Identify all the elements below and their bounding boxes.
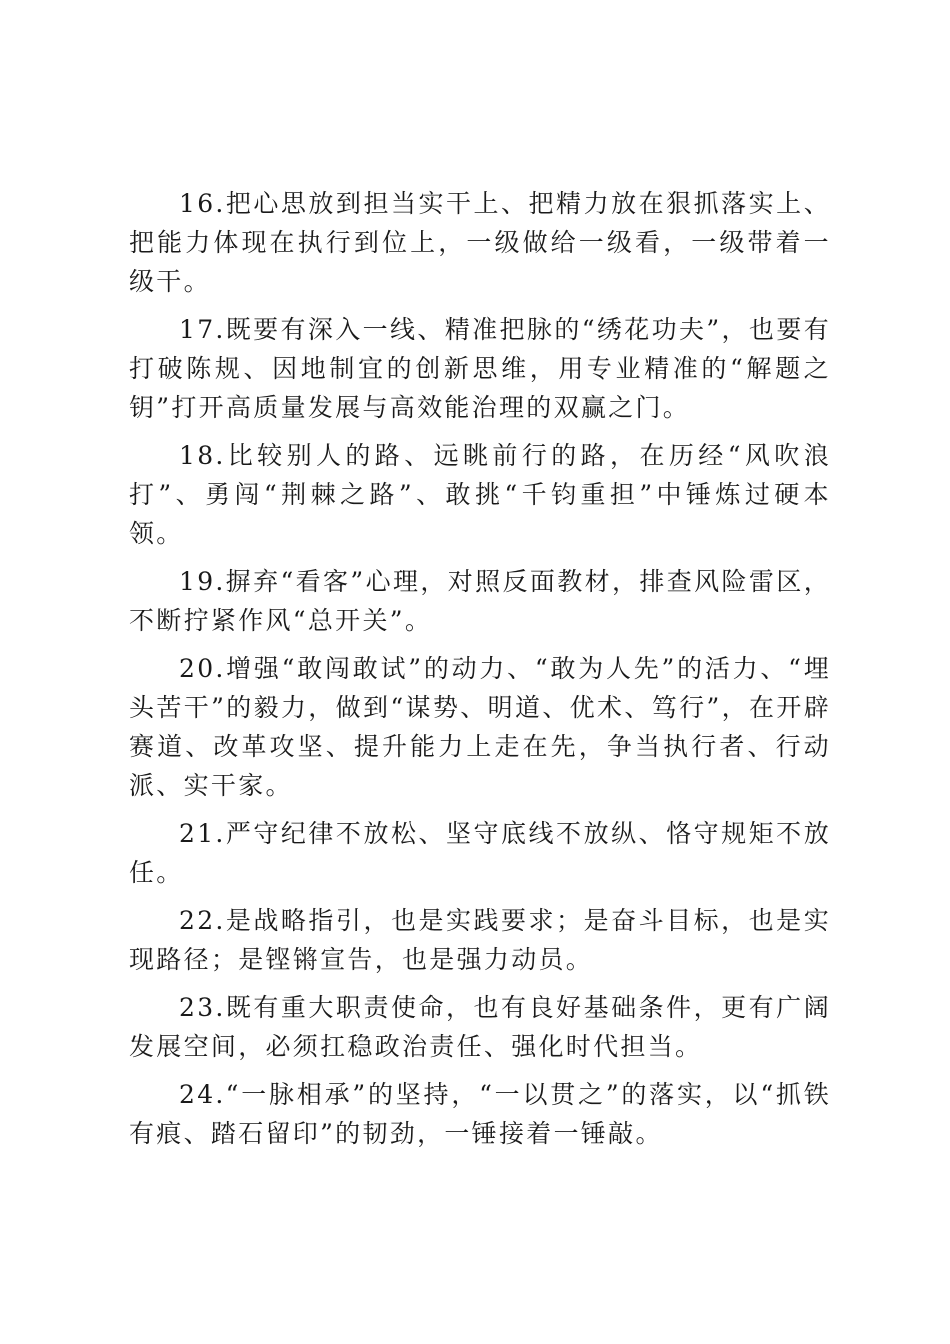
paragraph-24: 24.“一脉相承”的坚持，“一以贯之”的落实，以“抓铁有痕、踏石留印”的韧劲，一锤接着一锤敲。	[129, 1080, 831, 1148]
paragraph-18: 18.比较别人的路、远眺前行的路，在历经“风吹浪打”、勇闯“荆棘之路”、敢挑“千钧重担”中锤炼过硬本领。	[129, 441, 831, 548]
paragraph-22: 22.是战略指引，也是实践要求；是奋斗目标，也是实现路径；是铿锵宣告，也是强力动员。	[129, 906, 831, 974]
paragraph-20: 20.增强“敢闯敢试”的动力、“敢为人先”的活力、“埋头苦干”的毅力，做到“谋势、明道、优术、笃行”，在开辟赛道、改革攻坚、提升能力上走在先，争当执行者、行动派、实干家。	[129, 654, 831, 800]
paragraph-21: 21.严守纪律不放松、坚守底线不放纵、恪守规矩不放任。	[129, 819, 831, 887]
paragraph-19: 19.摒弃“看客”心理，对照反面教材，排查风险雷区，不断拧紧作风“总开关”。	[129, 567, 831, 635]
paragraph-17: 17.既要有深入一线、精准把脉的“绣花功夫”，也要有打破陈规、因地制宜的创新思维，用专业精准的“解题之钥”打开高质量发展与高效能治理的双赢之门。	[129, 315, 831, 422]
paragraph-16: 16.把心思放到担当实干上、把精力放在狠抓落实上、把能力体现在执行到位上，一级做给一级看，一级带着一级干。	[129, 189, 831, 296]
paragraph-23: 23.既有重大职责使命，也有良好基础条件，更有广阔发展空间，必须扛稳政治责任、强化时代担当。	[129, 993, 831, 1061]
document-body	[129, 184, 831, 1162]
